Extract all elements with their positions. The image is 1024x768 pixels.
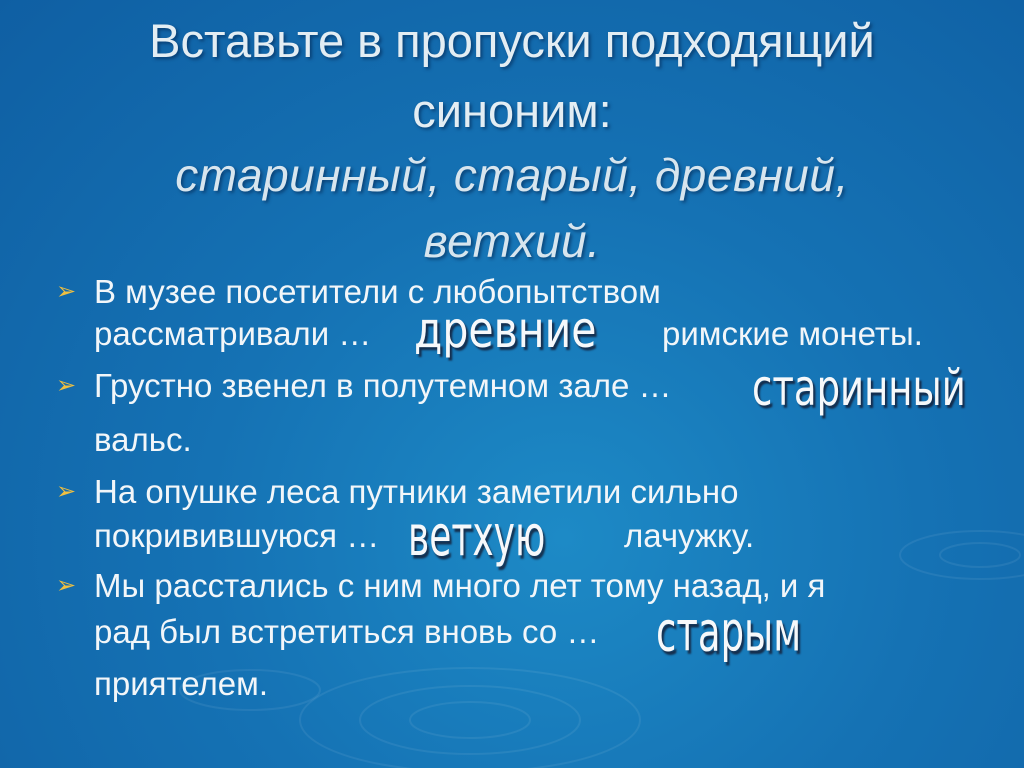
answer-1: древние [414,301,597,359]
sentence-3-line-1: На опушке леса путники заметили сильно [94,473,739,510]
sentence-2-line-1: Грустно звенел в полутемном зале … [94,367,672,404]
sentence-1-line-2-start: рассматривали … [94,315,372,352]
answer-4: старым [656,600,802,664]
sentence-4-line-2-start: рад был встретиться вновь со … [94,613,600,650]
synonyms-line-1: старинный, старый, древний, [175,149,849,201]
bullet-arrow-icon: ➢ [56,372,77,399]
sentence-4-line-1: Мы расстались с ним много лет тому назад, и я [94,567,826,604]
bullet-arrow-icon: ➢ [56,572,77,599]
sentence-1-line-1: В музее посетители с любопытством [94,273,661,310]
sentence-1-line-2-end: римские монеты. [662,315,923,352]
sentence-2-line-2: вальс. [94,421,192,458]
answer-3: ветхую [408,503,546,569]
sentence-3-line-2-start: покривившуюся … [94,517,380,554]
synonyms-line-2: ветхий. [423,215,601,267]
slide-title [40,6,984,146]
sentence-3-line-2-end: лачужку. [624,517,755,554]
title-line-1: Вставьте в пропуски подходящий [149,14,875,67]
title-line-2: синоним: [412,84,612,137]
sentence-4-line-3: приятелем. [94,665,268,702]
bullet-arrow-icon: ➢ [56,478,77,505]
bullet-arrow-icon: ➢ [56,278,77,305]
synonyms-list [40,142,984,274]
answer-2: старинный [752,359,966,417]
